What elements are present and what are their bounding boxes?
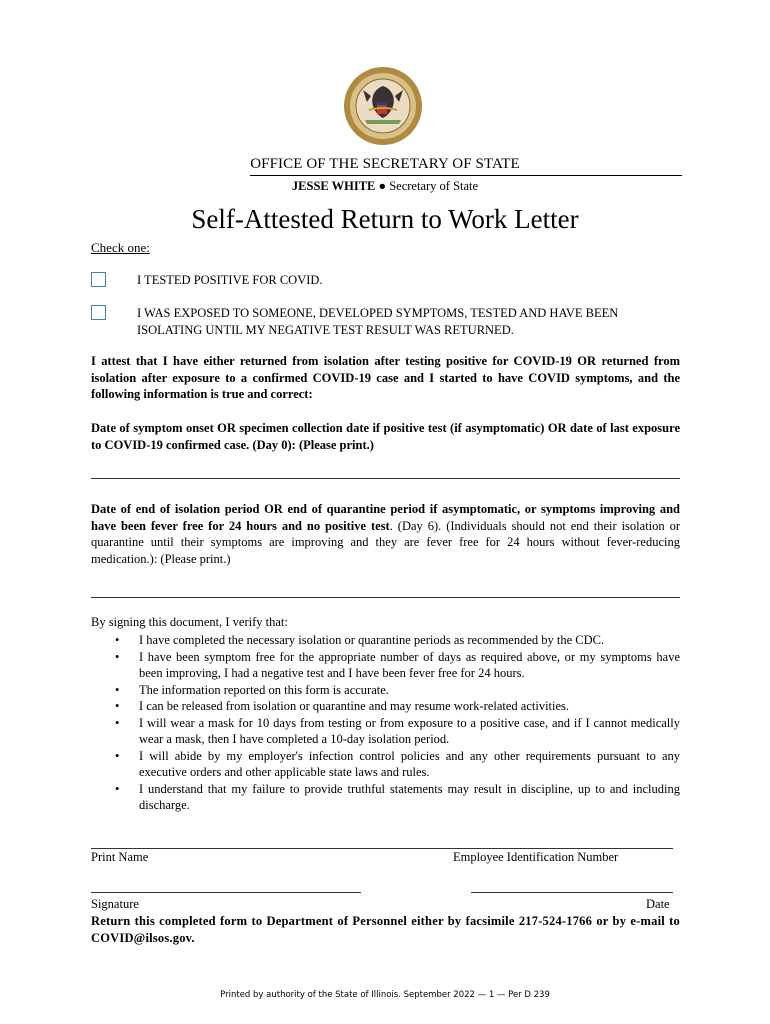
print-name-label: Print Name [91,850,149,864]
end-date-instructions [91,501,680,567]
separator-bullet: ● [378,179,387,193]
verify-item-text: I understand that my failure to provide truthful statements may result in discipline, up to and including discharge. [139,781,680,812]
return-instructions: Return this completed form to Department of Personnel either by facsimile 217-524-1766 or by e-mail to COVID@ilsos.gov. [91,914,680,945]
onset-date-instructions: Date of symptom onset OR specimen collection date if positive test (if asymptomatic) OR date of last exposure to COVID-19 confirmed case. (Day 0): (Please print.) [91,421,680,452]
header-divider [250,175,682,176]
page-title: Self-Attested Return to Work Letter [191,204,579,234]
end-date-rest-text: . (Day 6). (Individuals should not end their isolation or quarantine until their symptoms are improving and they are fever free for 24 hours without fever-reducing medication.): (Please print.) [91,518,680,566]
bullet-mark: • [115,682,120,697]
secretary-line [0,179,770,194]
check-one-label: Check one: [91,240,150,255]
signature-label: Signature [91,897,139,911]
date-field[interactable] [471,892,673,893]
bullet-mark: • [115,649,120,664]
verify-item-text: I can be released from isolation or quarantine and may resume work-related activities. [139,699,570,713]
verify-item [115,649,680,682]
exposed-label [137,305,687,338]
verify-item-text: I will abide by my employer's infection control policies and any other requirements pursuant to any executive orders and other applicable state laws and rules. [139,748,680,779]
tested-positive-checkbox[interactable] [91,272,106,287]
attestation-paragraph: I attest that I have either returned from isolation after testing positive for COVID-19 OR returned from isolation after exposure to a confirmed COVID-19 case and I started to have COVID symptoms, and the following information is true and correct: [91,354,680,401]
bullet-mark: • [115,715,120,730]
bullet-mark: • [115,633,120,647]
verify-item [115,698,680,715]
illinois-state-seal-logo [343,66,423,146]
secretary-name: JESSE WHITE [291,179,376,193]
employee-id-label: Employee Identification Number [453,850,619,864]
verify-intro: By signing this document, I verify that: [91,615,288,629]
onset-date-field[interactable] [91,478,680,479]
end-date-field[interactable] [91,597,680,598]
verify-item-text: I have completed the necessary isolation or quarantine periods as recommended by the CDC. [139,633,605,647]
verify-item-text: I will wear a mask for 10 days from testing or from exposure to a positive case, and if I cannot medically wear a mask, then I have completed a 10-day isolation period. [139,715,680,746]
end-date-bold-text: Date of end of isolation period OR end of quarantine period if asymptomatic, or symptoms improving and have been fever free for 24 hours and no positive test [91,502,680,533]
date-label: Date [646,897,670,911]
verify-item-text: The information reported on this form is accurate. [139,682,389,697]
verify-item [115,781,680,814]
signature-field[interactable] [91,892,361,893]
verify-item [115,682,680,699]
bullet-mark: • [115,781,120,796]
exposed-label-line2: ISOLATING UNTIL MY NEGATIVE TEST RESULT WAS RETURNED. [137,322,514,337]
bullet-mark: • [115,748,120,763]
verify-item [115,715,680,748]
bullet-mark: • [115,699,120,713]
secretary-title: Secretary of State [389,179,479,193]
verify-item [115,748,680,781]
verify-list [115,632,680,814]
exposed-checkbox[interactable] [91,305,106,320]
print-name-employee-id-field-line[interactable] [91,848,673,849]
verify-item-text: I have been symptom free for the appropriate number of days as required above, or my symptoms have been improving, I had a negative test and I have been fever free for 24 hours. [139,649,680,680]
office-heading: OFFICE OF THE SECRETARY OF STATE [250,156,520,172]
footer-text: Printed by authority of the State of Illinois. September 2022 — 1 — Per D 239 [220,990,550,1000]
tested-positive-label: I TESTED POSITIVE FOR COVID. [137,273,323,287]
exposed-label-line1: I WAS EXPOSED TO SOMEONE, DEVELOPED SYMPTOMS, TESTED AND HAVE BEEN [137,306,619,320]
verify-item [115,632,680,649]
